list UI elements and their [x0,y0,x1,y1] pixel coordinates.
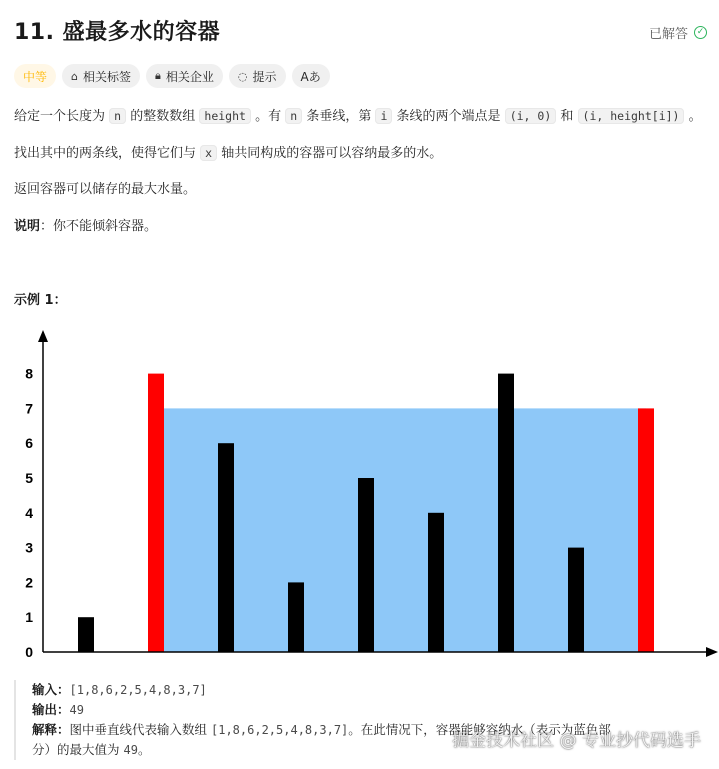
bar [78,617,94,652]
tag-bar [14,64,330,88]
input-label: 输入： [32,682,70,697]
related-tags-label: 相关标签 [83,69,132,84]
bar [428,513,444,652]
watermark: 掘金技术社区 @ 专业抄代码选手 [452,731,701,751]
bar [358,478,374,652]
x-axis-arrow [706,647,718,657]
y-tick-label: 4 [25,504,33,521]
text: 给定一个长度为 [14,109,106,124]
text: 条线的两个端点是 [396,109,501,124]
hint-button[interactable] [229,64,286,88]
text: 找出其中的两条线，使得它们与 [14,146,197,161]
y-tick-label: 6 [25,435,33,452]
problem-title: 11. 盛最多水的容器 [14,20,221,45]
example-heading: 示例 1： [14,293,67,308]
text: 的整数数组 [130,109,196,124]
tag-icon: ⌂ [71,69,78,83]
y-tick-label: 8 [25,365,33,382]
y-tick-label: 0 [25,644,33,660]
text: 。在此情况下，容器能够容纳水（表示为蓝色部 [348,722,611,737]
y-tick-label: 7 [25,400,33,417]
example-output-row [32,700,692,720]
bar [288,582,304,652]
input-value: [1,8,6,2,5,4,8,3,7] [69,683,207,697]
text: 和 [560,109,574,124]
text: 。 [688,109,702,124]
description-paragraph-2 [14,143,442,164]
example-input-row [32,680,692,700]
note-label: 说明 [14,219,41,234]
output-label: 输出： [32,702,70,717]
description-paragraph-3: 返回容器可以储存的最大水量。 [14,182,197,197]
inline-code: x [200,145,217,161]
text: 条垂线，第 [306,109,372,124]
related-companies-label: 相关企业 [165,69,214,84]
text: 。有 [255,109,282,124]
lock-icon: 🔒︎ [155,69,161,82]
lightbulb-icon: ◌ [237,69,248,83]
inline-code: n [285,108,302,124]
related-companies-button[interactable] [146,64,223,88]
y-tick-label: 3 [25,539,33,556]
related-tags-button[interactable] [62,64,140,88]
description-paragraph-1 [14,106,702,127]
note-text: ：你不能倾斜容器。 [40,219,158,234]
inline-code: (i, 0) [505,108,557,124]
text: 。 [137,742,151,757]
bar [568,548,584,652]
difficulty-badge[interactable]: 中等 [14,64,56,88]
inline-code: [1,8,6,2,5,4,8,3,7] [211,723,349,737]
inline-code: 49 [123,743,138,757]
highlight-bar [638,408,654,652]
inline-code: i [375,108,392,124]
translate-icon: Aあ [300,69,321,84]
explain-label: 解释： [32,722,70,737]
description-note [14,217,157,237]
font-toggle-button[interactable] [292,64,330,88]
text: 图中垂直线代表输入数组 [69,722,211,737]
highlight-bar [148,374,164,652]
solved-status [649,23,707,42]
y-tick-label: 1 [25,609,33,626]
check-circle-icon: ✓ [694,26,707,39]
y-tick-label: 2 [25,574,33,591]
y-axis-arrow [38,330,48,342]
text: 轴共同构成的容器可以容纳最多的水。 [221,146,443,161]
example-chart [0,322,719,672]
solved-label: 已解答 [648,27,688,42]
inline-code: n [109,108,126,124]
inline-code: (i, height[i]) [578,108,685,124]
bar [218,443,234,652]
hint-label: 提示 [252,69,277,84]
bar [498,374,514,652]
text: 分）的最大值为 [32,742,124,757]
output-value: 49 [69,703,84,717]
inline-code: height [199,108,251,124]
y-tick-label: 5 [25,470,33,486]
